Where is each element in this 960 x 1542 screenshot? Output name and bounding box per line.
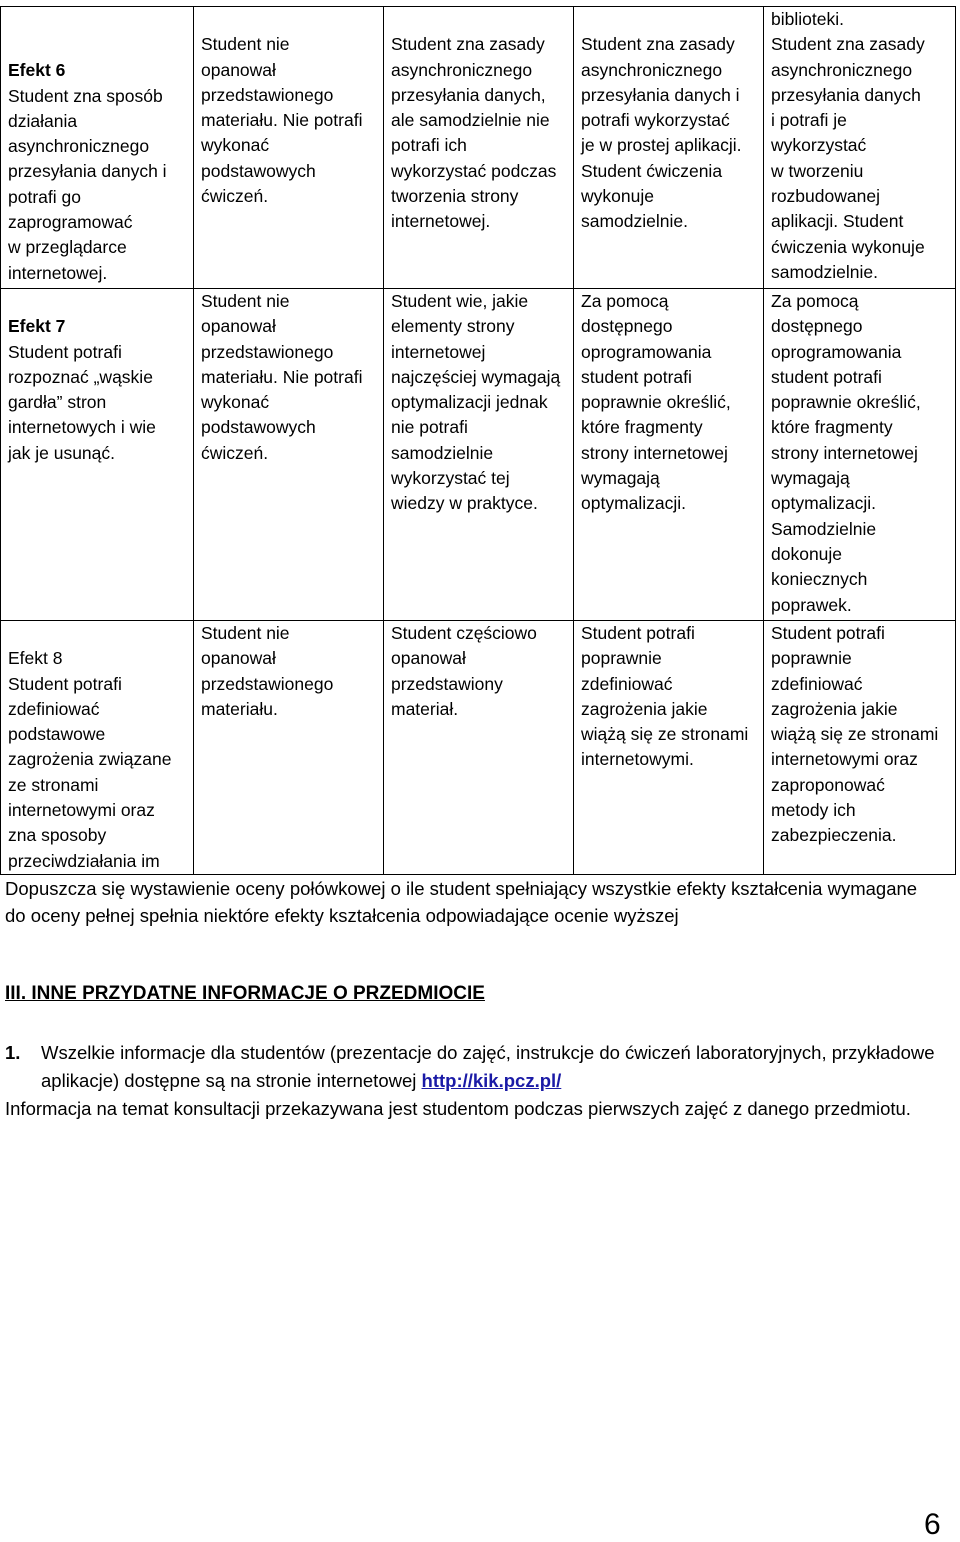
grade-cell xyxy=(194,7,384,289)
efekt-cell xyxy=(1,289,194,621)
grade-cell xyxy=(384,7,574,289)
list-item-number: 1. xyxy=(5,1042,21,1063)
list-item-text: Wszelkie informacje dla studentów (prezentacje do zajęć, instrukcje do ćwiczeń laboratoryjnych, przykładowe aplikacje) dostępne są na stronie internetowej xyxy=(41,1042,935,1091)
grade-text: Za pomocą dostępnego oprogramowania student potrafi poprawnie określić, które fragmenty strony internetowej wymagają optymalizacji. xyxy=(581,291,731,514)
efekt-description: Student potrafi rozpoznać „wąskie gardła” stron internetowych i wie jak je usunąć. xyxy=(8,341,156,463)
grade-text: Student potrafi poprawnie zdefiniować zagrożenia jakie wiążą się ze stronami internetowymi oraz zaproponować metody ich zabezpieczenia. xyxy=(771,623,939,846)
grade-cell xyxy=(764,7,956,289)
grade-text: Student zna zasady asynchronicznego przesyłania danych i potrafi wykorzystać je w prostej aplikacji. Student ćwiczenia wykonuje samodzielnie. xyxy=(581,34,742,232)
grade-cell xyxy=(194,289,384,621)
course-website-link[interactable]: http://kik.pcz.pl/ xyxy=(421,1070,562,1091)
grade-cell xyxy=(574,7,764,289)
list-item-text-wrap xyxy=(41,1039,945,1095)
efekt-cell xyxy=(1,621,194,875)
grade-text: Student wie, jakie elementy strony internetowej najczęściej wymagają optymalizacji jednak nie potrafi samodzielnie wykorzystać tej wiedzy w praktyce. xyxy=(391,291,561,514)
grade-cell xyxy=(384,289,574,621)
efekt-cell xyxy=(1,7,194,289)
grade-text: Student nie opanował przedstawionego materiału. xyxy=(201,623,334,719)
table-row xyxy=(1,289,956,621)
grading-table xyxy=(0,6,956,875)
grade-cell xyxy=(764,289,956,621)
grade-text: biblioteki. Student zna zasady asynchronicznego przesyłania danych i potrafi je wykorzystać w tworzeniu rozbudowanej aplikacji. Student ćwiczenia wykonuje samodzielnie. xyxy=(771,9,925,282)
page-number: 6 xyxy=(924,1508,941,1541)
consultation-info: Informacja na temat konsultacji przekazywana jest studentom podczas pierwszych zajęć z danego przedmiotu. xyxy=(5,1098,911,1119)
grade-text: Student zna zasady asynchronicznego przesyłania danych, ale samodzielnie nie potrafi ich wykorzystać podczas tworzenia strony internetowej. xyxy=(391,34,557,232)
grade-text: Student potrafi poprawnie zdefiniować zagrożenia jakie wiążą się ze stronami internetowymi. xyxy=(581,623,749,770)
efekt-title: Efekt 8 xyxy=(8,648,63,669)
table-row xyxy=(1,7,956,289)
section-heading: III. INNE PRZYDATNE INFORMACJE O PRZEDMIOCIE xyxy=(5,983,485,1004)
grade-cell xyxy=(194,621,384,875)
table-row xyxy=(1,621,956,875)
grade-text: Student nie opanował przedstawionego materiału. Nie potrafi wykonać podstawowych ćwiczeń. xyxy=(201,291,363,463)
grade-cell xyxy=(764,621,956,875)
grade-text: Za pomocą dostępnego oprogramowania student potrafi poprawnie określić, które fragmenty strony internetowej wymagają optymalizacji. Samodzielnie dokonuje koniecznych poprawek. xyxy=(771,291,921,615)
grade-text: Student częściowo opanował przedstawiony materiał. xyxy=(391,623,537,719)
efekt-title: Efekt 6 xyxy=(8,60,66,81)
grade-cell xyxy=(574,289,764,621)
efekt-description: Student zna sposób działania asynchronicznego przesyłania danych i potrafi go zaprogramować w przeglądarce internetowej. xyxy=(8,85,167,283)
efekt-title: Efekt 7 xyxy=(8,316,66,337)
efekt-description: Student potrafi zdefiniować podstawowe zagrożenia związane ze stronami internetowymi oraz zna sposoby przeciwdziałania im xyxy=(8,673,172,871)
grade-cell xyxy=(574,621,764,875)
list-item xyxy=(5,1039,945,1095)
grade-text: Student nie opanował przedstawionego materiału. Nie potrafi wykonać podstawowych ćwiczeń. xyxy=(201,34,363,207)
grade-cell xyxy=(384,621,574,875)
grading-note: Dopuszcza się wystawienie oceny połówkowej o ile student spełniający wszystkie efekty kształcenia wymagane do oceny pełnej spełnia niektóre efekty kształcenia odpowiadające ocenie wyższej xyxy=(5,878,918,926)
